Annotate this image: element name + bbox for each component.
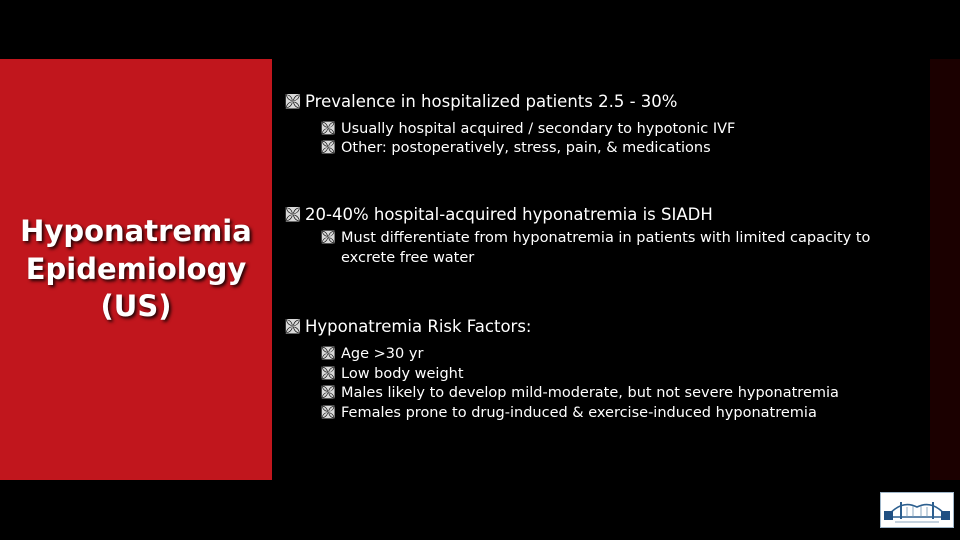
bridge-logo-icon xyxy=(881,493,953,527)
sub-bullet-text: Other: postoperatively, stress, pain, & medications xyxy=(341,140,711,157)
title-line: Epidemiology xyxy=(25,251,247,286)
bullet-icon: 🙫 xyxy=(321,346,336,363)
title-line: Hyponatremia xyxy=(20,213,252,248)
decorative-strip xyxy=(930,59,960,480)
sub-bullet-text: Low body weight xyxy=(341,365,464,382)
bullet-icon: 🙫 xyxy=(321,230,336,247)
title-panel xyxy=(0,59,272,480)
sub-bullet-text: Males likely to develop mild-moderate, but not severe hyponatremia xyxy=(341,385,839,402)
sub-bullet-item xyxy=(321,229,925,268)
bullet-icon: 🙫 xyxy=(321,404,336,421)
bullet-text: Prevalence in hospitalized patients 2.5 - 30% xyxy=(305,92,678,111)
bullet-icon: 🙫 xyxy=(321,365,336,382)
sub-bullet-item xyxy=(321,345,925,365)
title-line: (US) xyxy=(100,289,172,324)
bullet-text: Hyponatremia Risk Factors: xyxy=(305,316,532,336)
sub-bullet-text: Females prone to drug-induced & exercise-induced hyponatremia xyxy=(341,404,817,421)
bullet-list xyxy=(285,92,925,423)
bullet-icon: 🙫 xyxy=(285,316,301,336)
sub-bullet-text: Must differentiate from hyponatremia in patients with limited capacity to excrete free water xyxy=(341,230,871,266)
sub-bullet-item xyxy=(321,384,925,404)
sub-bullet-item xyxy=(321,139,925,159)
bullet-icon: 🙫 xyxy=(321,140,336,157)
bullet-item xyxy=(285,317,925,338)
bullet-text: 20-40% hospital-acquired hyponatremia is SIADH xyxy=(305,204,713,224)
sub-bullet-item xyxy=(321,404,925,424)
bridge-logo xyxy=(880,492,954,528)
sub-bullet-item xyxy=(321,365,925,385)
bullet-icon: 🙫 xyxy=(285,92,301,111)
bullet-icon: 🙫 xyxy=(321,385,336,402)
slide-title xyxy=(20,213,252,326)
sub-bullet-text: Age >30 yr xyxy=(341,346,424,363)
bullet-item xyxy=(285,205,925,226)
sub-bullet-item xyxy=(321,120,925,140)
bullet-item xyxy=(285,92,925,113)
bullet-icon: 🙫 xyxy=(285,204,301,224)
bullet-icon: 🙫 xyxy=(321,120,336,137)
sub-bullet-text: Usually hospital acquired / secondary to hypotonic IVF xyxy=(341,120,736,137)
